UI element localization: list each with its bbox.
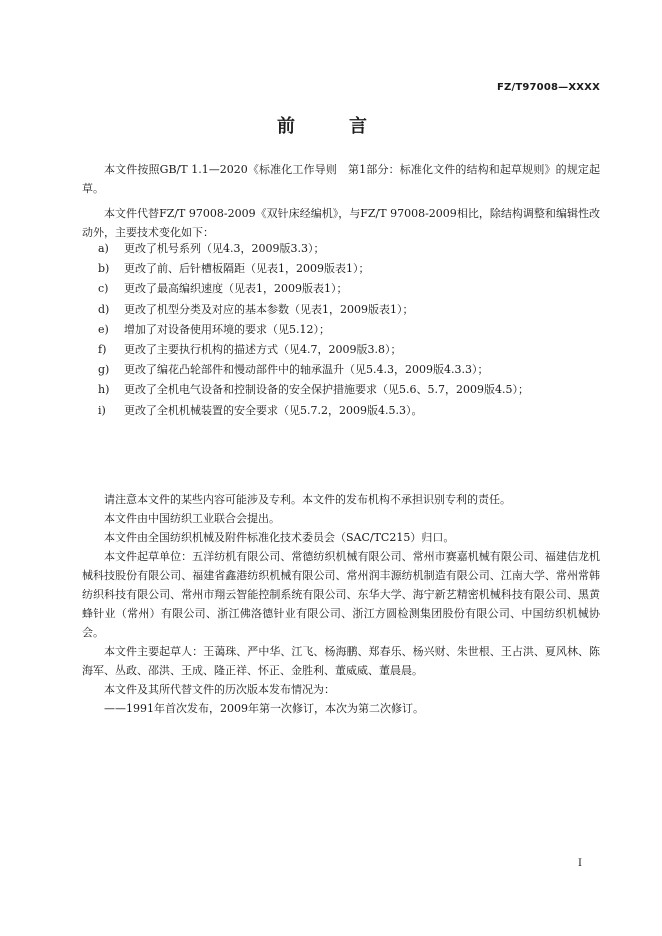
list-text: 增加了对设备使用环境的要求（见5.12）； (124, 322, 330, 336)
committee-statement: 本文件由全国纺织机械及附件标准化技术委员会（SAC/TC215）归口。 (104, 531, 455, 544)
list-marker: g) (98, 363, 110, 377)
list-item (98, 279, 602, 299)
intro-paragraph: 本文件按照GB/T 1.1—2020《标准化工作导则 第1部分：标准化文件的结构和起草规则》的规定起草。 (82, 163, 600, 195)
list-item (98, 239, 602, 259)
list-marker: c) (98, 282, 109, 296)
page-title: 前 言 (277, 116, 385, 137)
list-item (98, 380, 602, 400)
list-marker: a) (98, 242, 109, 255)
intro-section (82, 160, 600, 242)
list-text: 更改了最高编织速度（见表1，2009版表1）； (124, 282, 348, 296)
list-text: 更改了编花凸轮部件和慢动部件中的轴承温升（见5.4.3，2009版4.3.3）； (124, 363, 489, 377)
changes-list (98, 239, 602, 421)
page-number: I (578, 858, 582, 869)
list-marker: f) (98, 342, 107, 356)
proposer-statement: 本文件由中国纺织工业联合会提出。 (104, 512, 280, 525)
list-text: 更改了前、后针槽板隔距（见表1，2009版表1）； (124, 262, 370, 276)
document-id: FZ/T97008—XXXX (497, 82, 600, 93)
list-marker: i) (98, 403, 106, 417)
list-text: 更改了机型分类及对应的基本参数（见表1，2009版表1）； (124, 302, 414, 316)
list-text: 更改了主要执行机构的描述方式（见4.7，2009版3.8）； (124, 342, 402, 356)
list-item (98, 320, 602, 340)
list-text: 更改了机号系列（见4.3，2009版3.3）； (124, 242, 325, 255)
list-item (98, 340, 602, 360)
list-marker: b) (98, 262, 110, 276)
list-marker: d) (98, 302, 110, 316)
list-item (98, 259, 602, 279)
list-text: 更改了全机电气设备和控制设备的安全保护措施要求（见5.6、5.7，2009版4.5）； (124, 383, 529, 397)
patent-notice: 请注意本文件的某些内容可能涉及专利。本文件的发布机构不承担识别专利的责任。 (104, 493, 511, 506)
list-item (98, 401, 602, 421)
drafters: 本文件主要起草人：王蔼珠、严中华、江飞、杨海鹏、郑春乐、杨兴财、朱世根、王占洪、夏风林、陈海军、丛政、邵洪、王成、隆正祥、怀正、金胜利、董威威、董晨晨。 (82, 645, 600, 677)
notes-section (82, 490, 600, 718)
list-item (98, 300, 602, 320)
list-marker: h) (98, 383, 110, 397)
history-item: ——1991年首次发布，2009年第一次修订，本次为第二次修订。 (104, 702, 424, 715)
history-heading: 本文件及其所代替文件的历次版本发布情况为： (104, 683, 335, 696)
intro-paragraph: 本文件代替FZ/T 97008-2009《双针床经编机》，与FZ/T 97008-2009相比，除结构调整和编辑性改动外，主要技术变化如下： (82, 207, 600, 239)
list-marker: e) (98, 322, 109, 336)
drafting-organizations: 本文件起草单位：五洋纺机有限公司、常德纺织机械有限公司、常州市赛嘉机械有限公司、福建佶龙机械科技股份有限公司、福建省鑫港纺织机械有限公司、常州润丰源纺机制造有限公司、江南大学、常州常韩纺织科技有限公司、常州市翔云智能控制系统有限公司、东华大学、海宁新艺精密机械科技有限公司、黑黄蜂针业（常州）有限公司、浙江佛洛德针业有限公司、浙江方圆检测集团股份有限公司、中国纺织机械协会。 (82, 550, 600, 639)
list-text: 更改了全机机械装置的安全要求（见5.7.2，2009版4.5.3）。 (124, 403, 423, 417)
list-item (98, 360, 602, 380)
